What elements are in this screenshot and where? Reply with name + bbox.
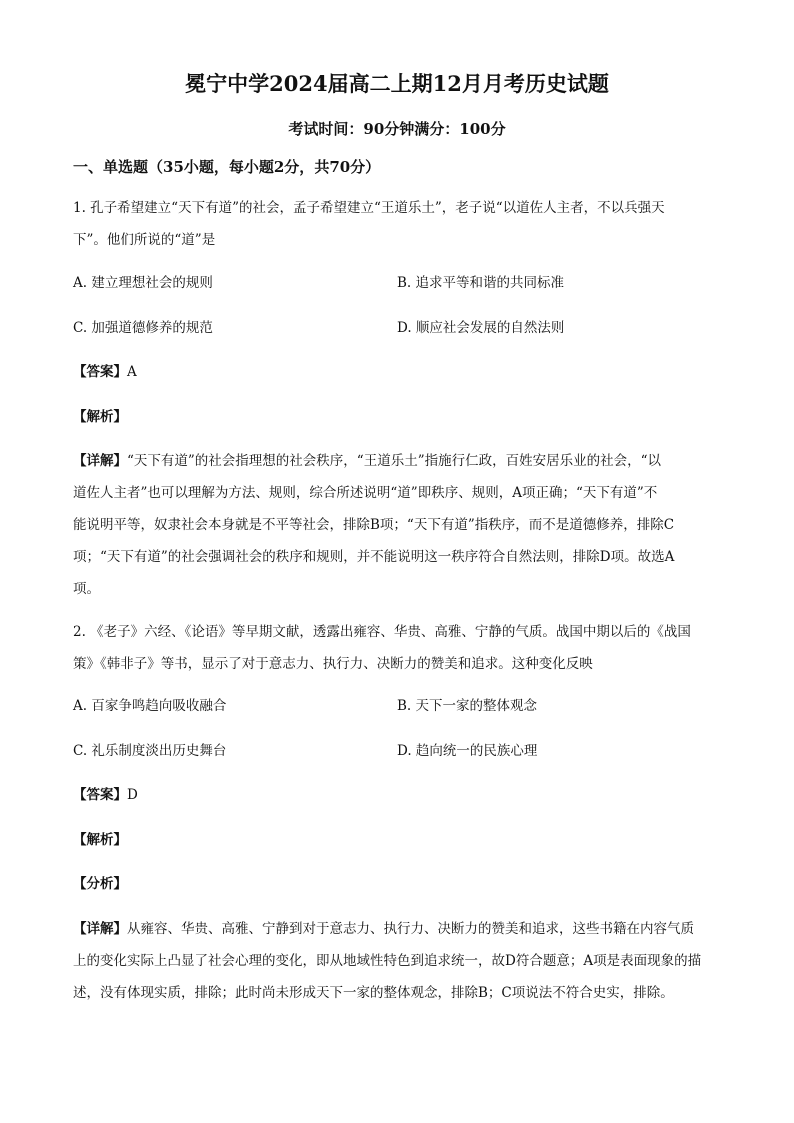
exam-info: 考试时间：90分钟满分：100分 <box>288 120 506 138</box>
stem-line: 策》《韩非子》等书，显示了对于意志力、执行力、决断力的赞美和追求。这种变化反映 <box>73 656 593 672</box>
question-1-option-c: C. 加强道德修养的规范 <box>73 320 213 336</box>
fenxi-label: 【分析】 <box>73 876 127 892</box>
question-2-option-c: C. 礼乐制度淡出历史舞台 <box>73 743 227 759</box>
question-2-stem <box>73 616 723 680</box>
detail-line: 项。 <box>73 581 100 597</box>
analysis-label: 【解析】 <box>73 832 127 848</box>
detail-line <box>73 913 723 945</box>
detail-text: 从雍容、华贵、高雅、宁静到对于意志力、执行力、决断力的赞美和追求，这些书籍在内容气质 <box>127 921 694 937</box>
detail-line: 项；“天下有道”的社会强调社会的秩序和规则，并不能说明这一秩序符合自然法则，排除D项。故选A <box>73 549 675 565</box>
stem-line: 1. 孔子希望建立“天下有道”的社会，孟子希望建立“王道乐土”，老子说“以道佐人主者，不以兵强天 <box>73 200 665 216</box>
analysis-label: 【解析】 <box>73 409 127 425</box>
detail-line: 述，没有体现实质，排除；此时尚未形成天下一家的整体观念，排除B；C项说法不符合史实，排除。 <box>73 985 674 1001</box>
question-2-option-b: B. 天下一家的整体观念 <box>397 698 538 714</box>
answer-value: D <box>127 787 138 803</box>
stem-line: 2. 《老子》六经、《论语》等早期文献，透露出雍容、华贵、高雅、宁静的气质。战国中期以后的《战国 <box>73 624 691 640</box>
question-1-option-b: B. 追求平等和谐的共同标准 <box>397 275 565 291</box>
detail-label: 【详解】 <box>73 921 127 937</box>
question-1-option-a: A. 建立理想社会的规则 <box>73 275 213 291</box>
question-1-detail <box>73 445 723 605</box>
question-1-answer <box>73 361 137 383</box>
answer-label: 【答案】 <box>73 364 127 380</box>
detail-label: 【详解】 <box>73 453 127 469</box>
question-2-fenxi-label <box>73 873 127 895</box>
detail-line: 道佐人主者”也可以理解为方法、规则，综合所述说明“道”即秩序、规则，A项正确；“天下有道”不 <box>73 485 658 501</box>
question-2-answer <box>73 784 138 806</box>
page-title: 冕宁中学2024届高二上期12月月考历史试题 <box>185 71 609 96</box>
question-2-analysis-label <box>73 829 127 851</box>
detail-line: 上的变化实际上凸显了社会心理的变化，即从地域性特色到追求统一，故D符合题意；A项是表面现象的描 <box>73 953 702 969</box>
question-2-detail <box>73 913 723 1009</box>
section-heading: 一、单选题（35小题，每小题2分，共70分） <box>73 158 381 176</box>
detail-line: 能说明平等，奴隶社会本身就是不平等社会，排除B项；“天下有道”指秩序，而不是道德修养，排除C <box>73 517 675 533</box>
question-1-analysis-label <box>73 406 127 428</box>
answer-value: A <box>127 364 137 380</box>
detail-text: “天下有道”的社会指理想的社会秩序，“王道乐土”指施行仁政，百姓安居乐业的社会，“以 <box>127 453 662 469</box>
question-2-option-a: A. 百家争鸣趋向吸收融合 <box>73 698 227 714</box>
question-1-stem <box>73 192 723 256</box>
answer-label: 【答案】 <box>73 787 127 803</box>
detail-line <box>73 445 723 477</box>
stem-line: 下”。他们所说的“道”是 <box>73 232 216 248</box>
question-2-option-d: D. 趋向统一的民族心理 <box>397 743 538 759</box>
question-1-option-d: D. 顺应社会发展的自然法则 <box>397 320 565 336</box>
